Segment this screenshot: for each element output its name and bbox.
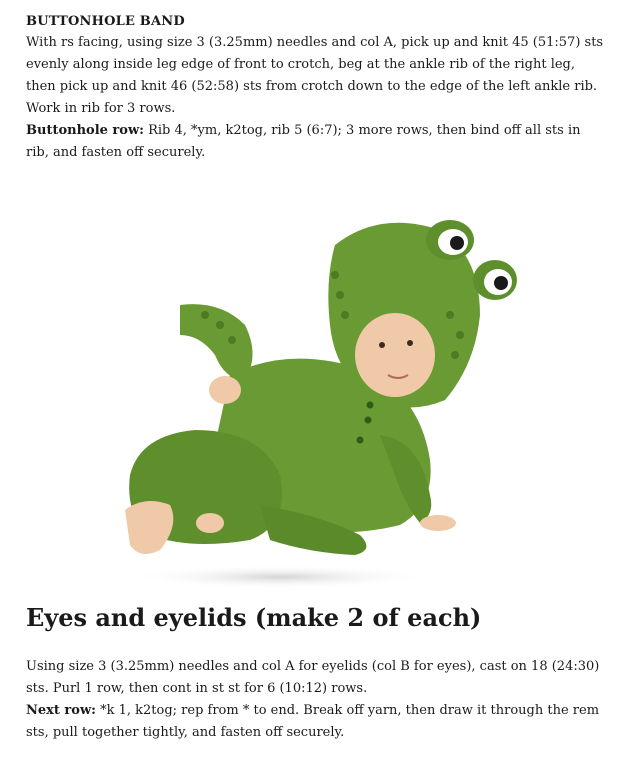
front-foot [125, 501, 173, 554]
buttonhole-row-paragraph [26, 120, 606, 164]
eyes-heading: Eyes and eyelids (make 2 of each) [26, 603, 482, 632]
eyes-paragraph: Using size 3 (3.25mm) needles and col A for eyelids (col B for eyes), cast on 18 (24:30) sts. Purl 1 row, then cont in st st for 6 (10:12) rows. [26, 659, 600, 696]
left-hand [209, 376, 241, 404]
buttonhole-section [26, 12, 606, 164]
eyes-section [26, 656, 606, 744]
baby-eye-left [379, 342, 385, 348]
frog-eye-right-pupil [494, 276, 508, 290]
baby-frog-costume-illustration [120, 205, 540, 590]
baby-face [355, 313, 435, 397]
baby-eye-right [407, 340, 413, 346]
buttonhole-row-text: Rib 4, *ym, k2tog, rib 5 (6:7); 3 more rows, then bind off all sts in rib, and fasten off securely. [26, 123, 581, 160]
left-arm [180, 304, 253, 380]
buttonhole-row-label: Buttonhole row: [26, 123, 144, 138]
right-hand [420, 515, 456, 531]
next-row-text: *k 1, k2tog; rep from * to end. Break off yarn, then draw it through the rem sts, pull together tightly, and fasten off securely. [26, 703, 600, 740]
back-foot [196, 513, 224, 533]
onesie-button [367, 402, 374, 409]
frog-eye-left-pupil [450, 236, 464, 250]
frog-baby-photo [120, 205, 540, 590]
eyes-next-row-paragraph [26, 700, 606, 744]
next-row-label: Next row: [26, 703, 96, 718]
onesie-button [357, 437, 364, 444]
buttonhole-heading: BUTTONHOLE BAND [26, 14, 185, 29]
onesie-button [365, 417, 372, 424]
buttonhole-paragraph: With rs facing, using size 3 (3.25mm) needles and col A, pick up and knit 45 (51:57) sts evenly along inside leg edge of front to crotch, beg at the ankle rib of the right leg, then pick up and knit 46 (52:58) sts from crotch down to the edge of the left ankle rib. Work in rib for 3 rows. [26, 35, 604, 116]
floor-shadow [130, 565, 430, 589]
